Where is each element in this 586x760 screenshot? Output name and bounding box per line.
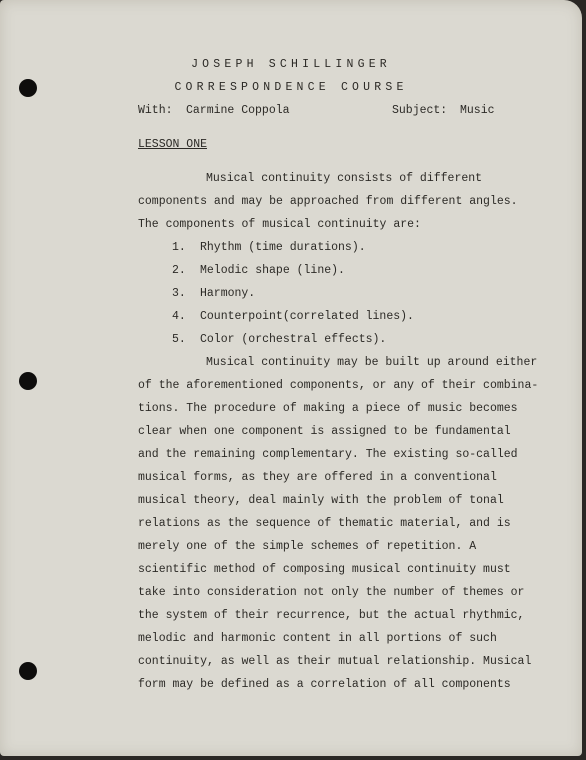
component-number: 3. (172, 287, 186, 300)
body-line: the system of their recurrence, but the actual rhythmic, (138, 609, 525, 622)
intro-line: The components of musical continuity are: (138, 218, 421, 231)
body-line: and the remaining complementary. The existing so-called (138, 448, 518, 461)
body-line: continuity, as well as their mutual relationship. Musical (138, 655, 532, 668)
binder-hole-bottom (19, 662, 37, 680)
component-item: Melodic shape (line). (200, 264, 345, 277)
subject-label: Subject: (392, 104, 448, 117)
component-number: 5. (172, 333, 186, 346)
lesson-title: LESSON ONE (138, 138, 208, 151)
component-item: Color (orchestral effects). (200, 333, 387, 346)
body-line: of the aforementioned components, or any of their combina- (138, 379, 539, 392)
component-number: 4. (172, 310, 186, 323)
intro-line: Musical continuity consists of different (206, 172, 483, 185)
course-title-heading: CORRESPONDENCE COURSE (174, 81, 408, 94)
intro-line: components and may be approached from different angles. (138, 195, 518, 208)
body-line: merely one of the simple schemes of repetition. A (138, 540, 477, 553)
body-line: musical theory, deal mainly with the problem of tonal (138, 494, 504, 507)
component-item: Rhythm (time durations). (200, 241, 366, 254)
body-line: take into consideration not only the number of themes or (138, 586, 525, 599)
component-item: Harmony. (200, 287, 256, 300)
body-line: scientific method of composing musical continuity must (138, 563, 511, 576)
subject-value: Music (460, 104, 495, 117)
body-line: musical forms, as they are offered in a conventional (138, 471, 497, 484)
body-line: melodic and harmonic content in all portions of such (138, 632, 497, 645)
course-author-heading: JOSEPH SCHILLINGER (191, 58, 391, 71)
binder-hole-middle (19, 372, 37, 390)
with-label: With: (138, 104, 173, 117)
component-number: 2. (172, 264, 186, 277)
body-line: tions. The procedure of making a piece of music becomes (138, 402, 518, 415)
student-name: Carmine Coppola (186, 104, 290, 117)
body-line: clear when one component is assigned to be fundamental (138, 425, 511, 438)
component-number: 1. (172, 241, 186, 254)
body-line: form may be defined as a correlation of all components (138, 678, 511, 691)
component-item: Counterpoint(correlated lines). (200, 310, 414, 323)
body-line: Musical continuity may be built up around either (206, 356, 538, 369)
body-line: relations as the sequence of thematic material, and is (138, 517, 511, 530)
